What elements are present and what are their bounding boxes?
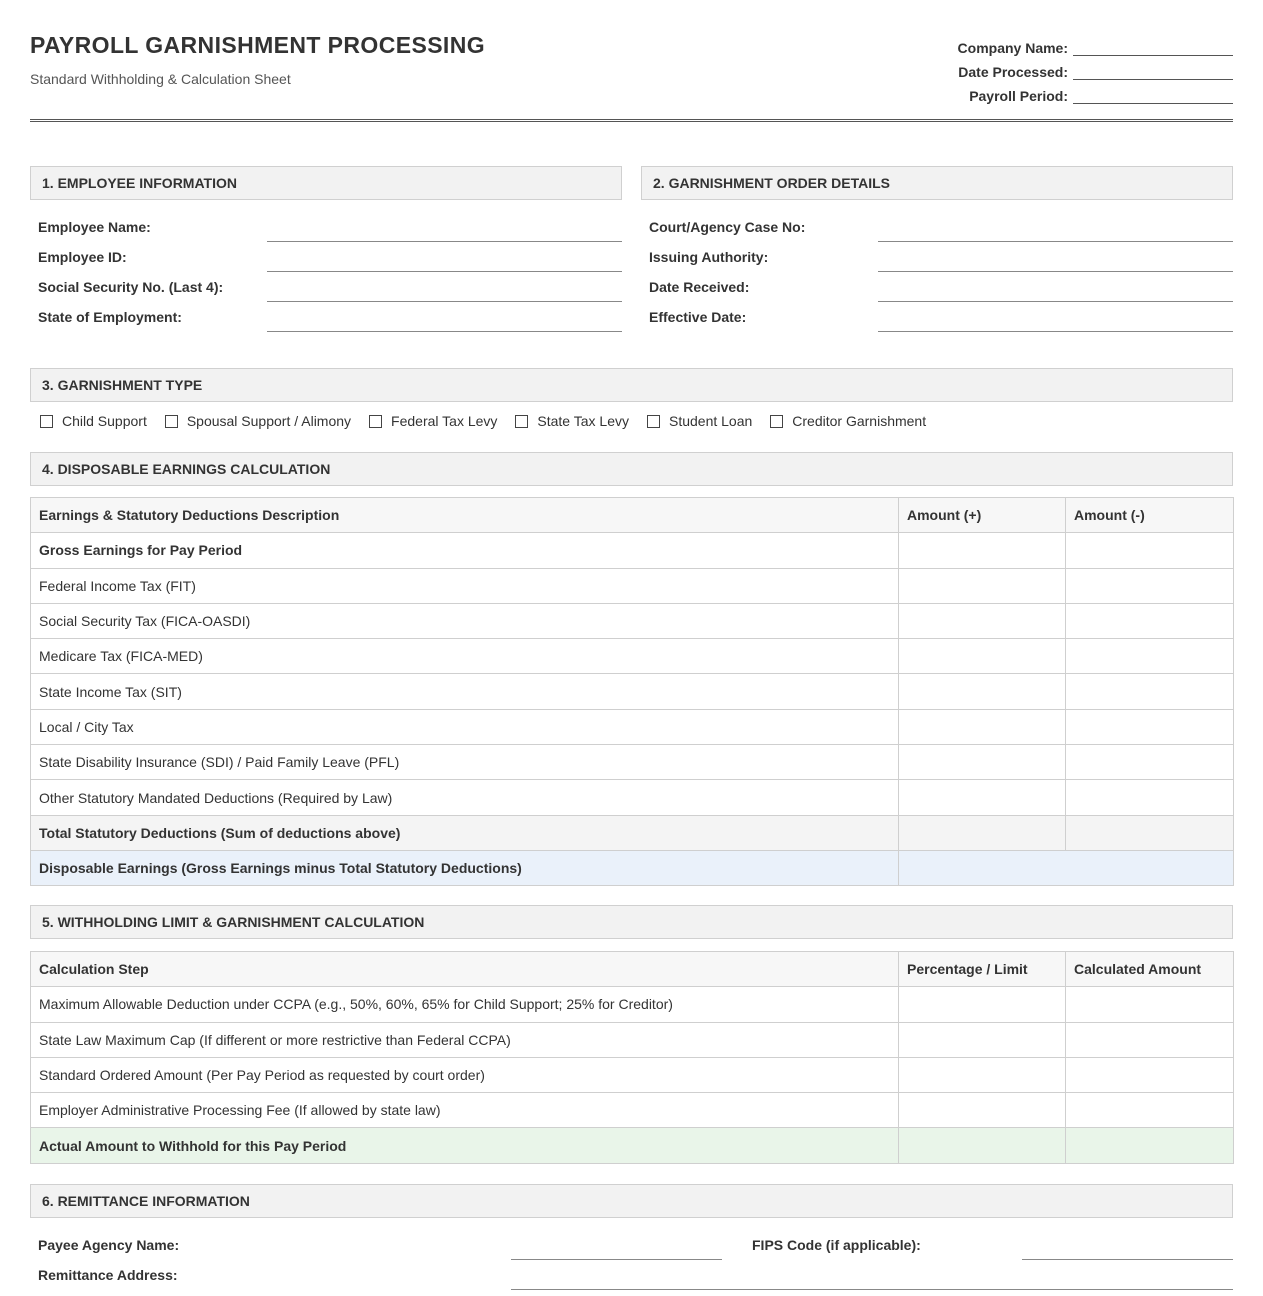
date-received-row [649, 276, 1233, 306]
row-label: Social Security Tax (FICA-OASDI) [31, 603, 899, 638]
amount-minus-cell[interactable] [1066, 709, 1234, 744]
row-label: Federal Income Tax (FIT) [31, 568, 899, 603]
page-subtitle: Standard Withholding & Calculation Sheet [30, 71, 291, 87]
case-no-field[interactable] [878, 216, 1233, 242]
date-received-field[interactable] [878, 276, 1233, 302]
option-federal-tax-levy[interactable]: Federal Tax Levy [369, 413, 497, 429]
checkbox[interactable] [647, 415, 660, 428]
employee-name-row [38, 216, 622, 246]
fips-code-row [752, 1234, 1233, 1264]
ssn-row [38, 276, 622, 306]
option-child-support[interactable]: Child Support [40, 413, 147, 429]
amount-minus-cell[interactable] [1066, 568, 1234, 603]
checkbox[interactable] [515, 415, 528, 428]
row-label: Medicare Tax (FICA-MED) [31, 639, 899, 674]
row-label: Disposable Earnings (Gross Earnings minus Total Statutory Deductions) [31, 850, 899, 885]
withholding-section-title: 5. WITHHOLDING LIMIT & GARNISHMENT CALCULATION [30, 905, 1233, 939]
percentage-cell[interactable] [899, 1093, 1066, 1128]
option-spousal-support[interactable]: Spousal Support / Alimony [165, 413, 351, 429]
table-row [31, 780, 1234, 815]
row-label: Actual Amount to Withhold for this Pay Period [31, 1128, 899, 1163]
employee-section-title: 1. EMPLOYEE INFORMATION [30, 166, 622, 200]
checkbox[interactable] [369, 415, 382, 428]
date-processed-label: Date Processed: [958, 64, 1068, 80]
withholding-table [30, 951, 1234, 1164]
fips-code-label: FIPS Code (if applicable): [752, 1237, 921, 1253]
row-label: Local / City Tax [31, 709, 899, 744]
header-meta [933, 32, 1233, 104]
amount-plus-cell[interactable] [899, 815, 1066, 850]
option-state-tax-levy[interactable]: State Tax Levy [515, 413, 629, 429]
table-row [31, 745, 1234, 780]
remittance-address-row [38, 1264, 1233, 1294]
disposable-earnings-table [30, 497, 1234, 886]
amount-minus-cell[interactable] [1066, 639, 1234, 674]
option-student-loan[interactable]: Student Loan [647, 413, 752, 429]
payroll-period-label: Payroll Period: [969, 88, 1068, 104]
table-header-row [31, 498, 1234, 533]
amount-minus-cell[interactable] [1066, 533, 1234, 568]
amount-plus-cell[interactable] [899, 780, 1066, 815]
state-employment-field[interactable] [267, 306, 622, 332]
amount-minus-cell[interactable] [1066, 674, 1234, 709]
column-header: Amount (-) [1066, 498, 1234, 533]
employee-name-label: Employee Name: [38, 219, 151, 235]
amount-minus-cell[interactable] [1066, 603, 1234, 638]
calculated-amount-cell[interactable] [1066, 1057, 1234, 1092]
calculated-amount-cell[interactable] [1066, 1022, 1234, 1057]
order-section-title: 2. GARNISHMENT ORDER DETAILS [641, 166, 1233, 200]
calculated-amount-cell[interactable] [1066, 1093, 1234, 1128]
amount-minus-cell[interactable] [1066, 815, 1234, 850]
table-row [31, 987, 1234, 1022]
checkbox[interactable] [165, 415, 178, 428]
row-label: State Disability Insurance (SDI) / Paid Family Leave (PFL) [31, 745, 899, 780]
issuing-authority-field[interactable] [878, 246, 1233, 272]
payee-agency-label: Payee Agency Name: [38, 1237, 180, 1253]
amount-plus-cell[interactable] [899, 639, 1066, 674]
calculated-amount-cell[interactable] [1066, 987, 1234, 1022]
column-header: Calculated Amount [1066, 952, 1234, 987]
table-row [31, 639, 1234, 674]
employee-id-label: Employee ID: [38, 249, 127, 265]
issuing-authority-row [649, 246, 1233, 276]
checkbox[interactable] [40, 415, 53, 428]
amount-plus-cell[interactable] [899, 533, 1066, 568]
effective-date-row [649, 306, 1233, 336]
actual-withhold-row [31, 1128, 1234, 1163]
amount-plus-cell[interactable] [899, 709, 1066, 744]
company-name-label: Company Name: [957, 40, 1068, 56]
amount-plus-cell[interactable] [899, 674, 1066, 709]
payee-agency-field[interactable] [511, 1234, 722, 1260]
table-row [31, 568, 1234, 603]
row-label: Employer Administrative Processing Fee (If allowed by state law) [31, 1093, 899, 1128]
row-label: Total Statutory Deductions (Sum of deductions above) [31, 815, 899, 850]
total-deductions-row [31, 815, 1234, 850]
percentage-cell[interactable] [899, 987, 1066, 1022]
disposable-section-title: 4. DISPOSABLE EARNINGS CALCULATION [30, 452, 1233, 486]
effective-date-field[interactable] [878, 306, 1233, 332]
table-row [31, 1093, 1234, 1128]
ssn-field[interactable] [267, 276, 622, 302]
case-no-label: Court/Agency Case No: [649, 219, 806, 235]
page-header [30, 30, 1233, 122]
disposable-earnings-row [31, 850, 1234, 885]
table-row [31, 709, 1234, 744]
page-title: PAYROLL GARNISHMENT PROCESSING [30, 32, 486, 58]
date-processed-field[interactable] [1073, 60, 1233, 80]
employee-name-field[interactable] [267, 216, 622, 242]
table-row [31, 603, 1234, 638]
column-header: Percentage / Limit [899, 952, 1066, 987]
row-label: Other Statutory Mandated Deductions (Required by Law) [31, 780, 899, 815]
row-label: Maximum Allowable Deduction under CCPA (e.g., 50%, 60%, 65% for Child Support; 25% for Creditor) [31, 987, 899, 1022]
effective-date-label: Effective Date: [649, 309, 747, 325]
remittance-address-label: Remittance Address: [38, 1267, 178, 1283]
employee-id-row [38, 246, 622, 276]
row-label: Gross Earnings for Pay Period [31, 533, 899, 568]
percentage-cell[interactable] [899, 1057, 1066, 1092]
amount-minus-cell[interactable] [1066, 745, 1234, 780]
row-label: State Income Tax (SIT) [31, 674, 899, 709]
employee-id-field[interactable] [267, 246, 622, 272]
percentage-cell[interactable] [899, 1022, 1066, 1057]
issuing-authority-label: Issuing Authority: [649, 249, 769, 265]
company-name-field[interactable] [1073, 36, 1233, 56]
table-row [31, 674, 1234, 709]
row-label: State Law Maximum Cap (If different or more restrictive than Federal CCPA) [31, 1022, 899, 1057]
calculated-amount-cell[interactable] [1066, 1128, 1234, 1163]
fips-code-field[interactable] [1022, 1234, 1233, 1260]
payee-agency-row [38, 1234, 722, 1264]
ssn-label: Social Security No. (Last 4): [38, 279, 224, 295]
amount-minus-cell[interactable] [1066, 780, 1234, 815]
remittance-section-title: 6. REMITTANCE INFORMATION [30, 1184, 1233, 1218]
garnishment-type-options [40, 413, 944, 429]
amount-plus-cell[interactable] [899, 603, 1066, 638]
payroll-period-field[interactable] [1073, 84, 1233, 104]
table-row [31, 1057, 1234, 1092]
table-row [31, 533, 1234, 568]
remittance-address-field[interactable] [511, 1264, 1233, 1290]
disposable-amount-cell[interactable] [899, 850, 1234, 885]
state-employment-label: State of Employment: [38, 309, 182, 325]
type-section-title: 3. GARNISHMENT TYPE [30, 368, 1233, 402]
percentage-cell[interactable] [899, 1128, 1066, 1163]
case-no-row [649, 216, 1233, 246]
table-row [31, 1022, 1234, 1057]
state-employment-row [38, 306, 622, 336]
checkbox[interactable] [770, 415, 783, 428]
column-header: Earnings & Statutory Deductions Description [31, 498, 899, 533]
table-header-row [31, 952, 1234, 987]
amount-plus-cell[interactable] [899, 568, 1066, 603]
column-header: Amount (+) [899, 498, 1066, 533]
row-label: Standard Ordered Amount (Per Pay Period as requested by court order) [31, 1057, 899, 1092]
column-header: Calculation Step [31, 952, 899, 987]
option-creditor-garnishment[interactable]: Creditor Garnishment [770, 413, 926, 429]
date-received-label: Date Received: [649, 279, 750, 295]
amount-plus-cell[interactable] [899, 745, 1066, 780]
